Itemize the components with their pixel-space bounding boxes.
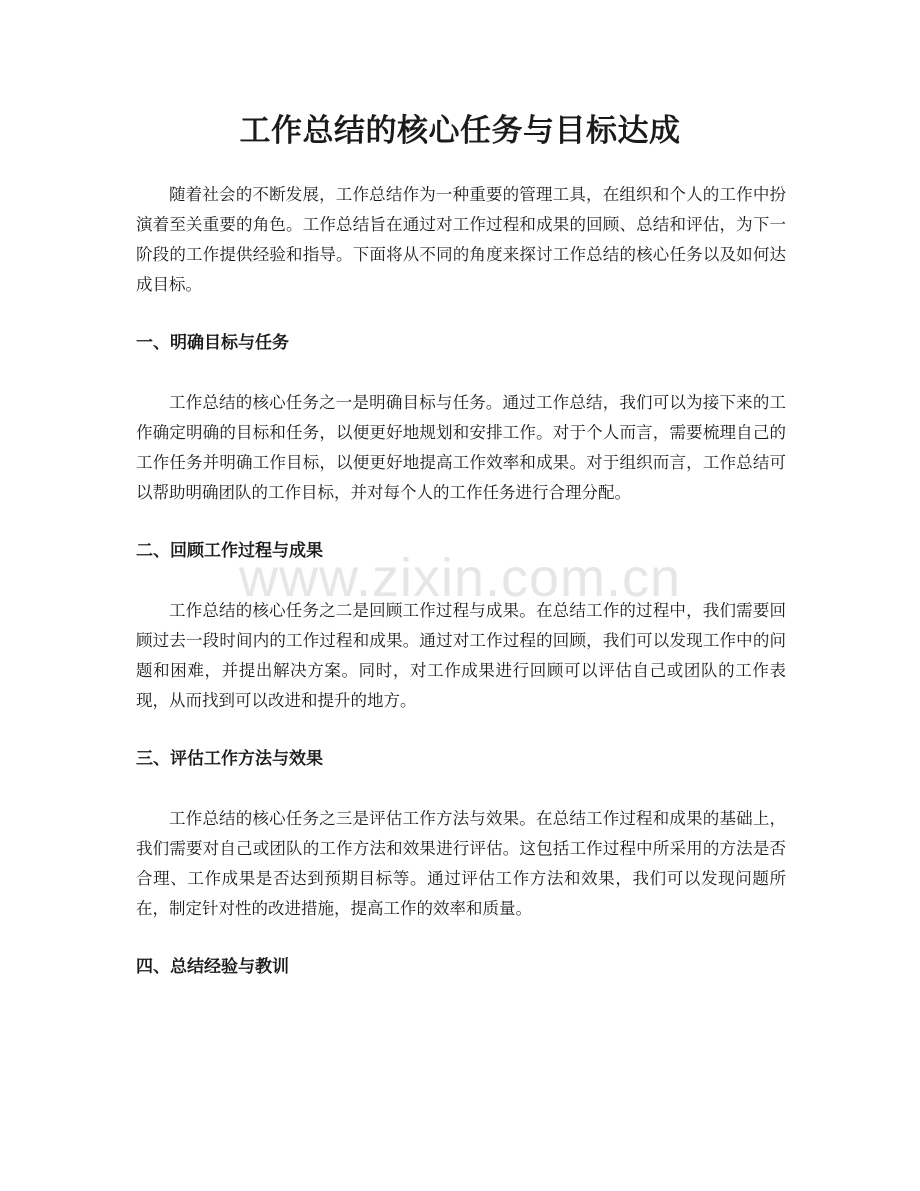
section-heading-3: 三、评估工作方法与效果 xyxy=(136,749,323,769)
watermark-text: www.zixin.com.cn xyxy=(238,548,682,608)
section-heading-2: 二、回顾工作过程与成果 xyxy=(136,541,323,561)
section-paragraph-3: 工作总结的核心任务之三是评估工作方法与效果。在总结工作过程和成果的基础上，我们需要对自己或团队的工作方法和效果进行评估。这包括工作过程中所采用的方法是否合理、工作成果是否达到预期目标等。通过评估工作方法和效果，我们可以发现问题所在，制定针对性的改进措施，提高工作的效率和质量。 xyxy=(136,809,786,918)
section-heading-1: 一、明确目标与任务 xyxy=(136,333,289,353)
section-heading-4: 四、总结经验与教训 xyxy=(136,957,289,977)
document-body xyxy=(136,180,786,982)
document-title: 工作总结的核心任务与目标达成 xyxy=(239,113,681,149)
section-paragraph-1: 工作总结的核心任务之一是明确目标与任务。通过工作总结，我们可以为接下来的工作确定明确的目标和任务，以便更好地规划和安排工作。对于个人而言，需要梳理自己的工作任务并明确工作目标，以便更好地提高工作效率和成果。对于组织而言，工作总结可以帮助明确团队的工作目标，并对每个人的工作任务进行合理分配。 xyxy=(136,393,786,502)
intro-paragraph: 随着社会的不断发展，工作总结作为一种重要的管理工具，在组织和个人的工作中扮演着至关重要的角色。工作总结旨在通过对工作过程和成果的回顾、总结和评估，为下一阶段的工作提供经验和指导。下面将从不同的角度来探讨工作总结的核心任务以及如何达成目标。 xyxy=(136,185,786,294)
section-paragraph-2: 工作总结的核心任务之二是回顾工作过程与成果。在总结工作的过程中，我们需要回顾过去一段时间内的工作过程和成果。通过对工作过程的回顾，我们可以发现工作中的问题和困难，并提出解决方案。同时，对工作成果进行回顾可以评估自己或团队的工作表现，从而找到可以改进和提升的地方。 xyxy=(136,601,786,710)
